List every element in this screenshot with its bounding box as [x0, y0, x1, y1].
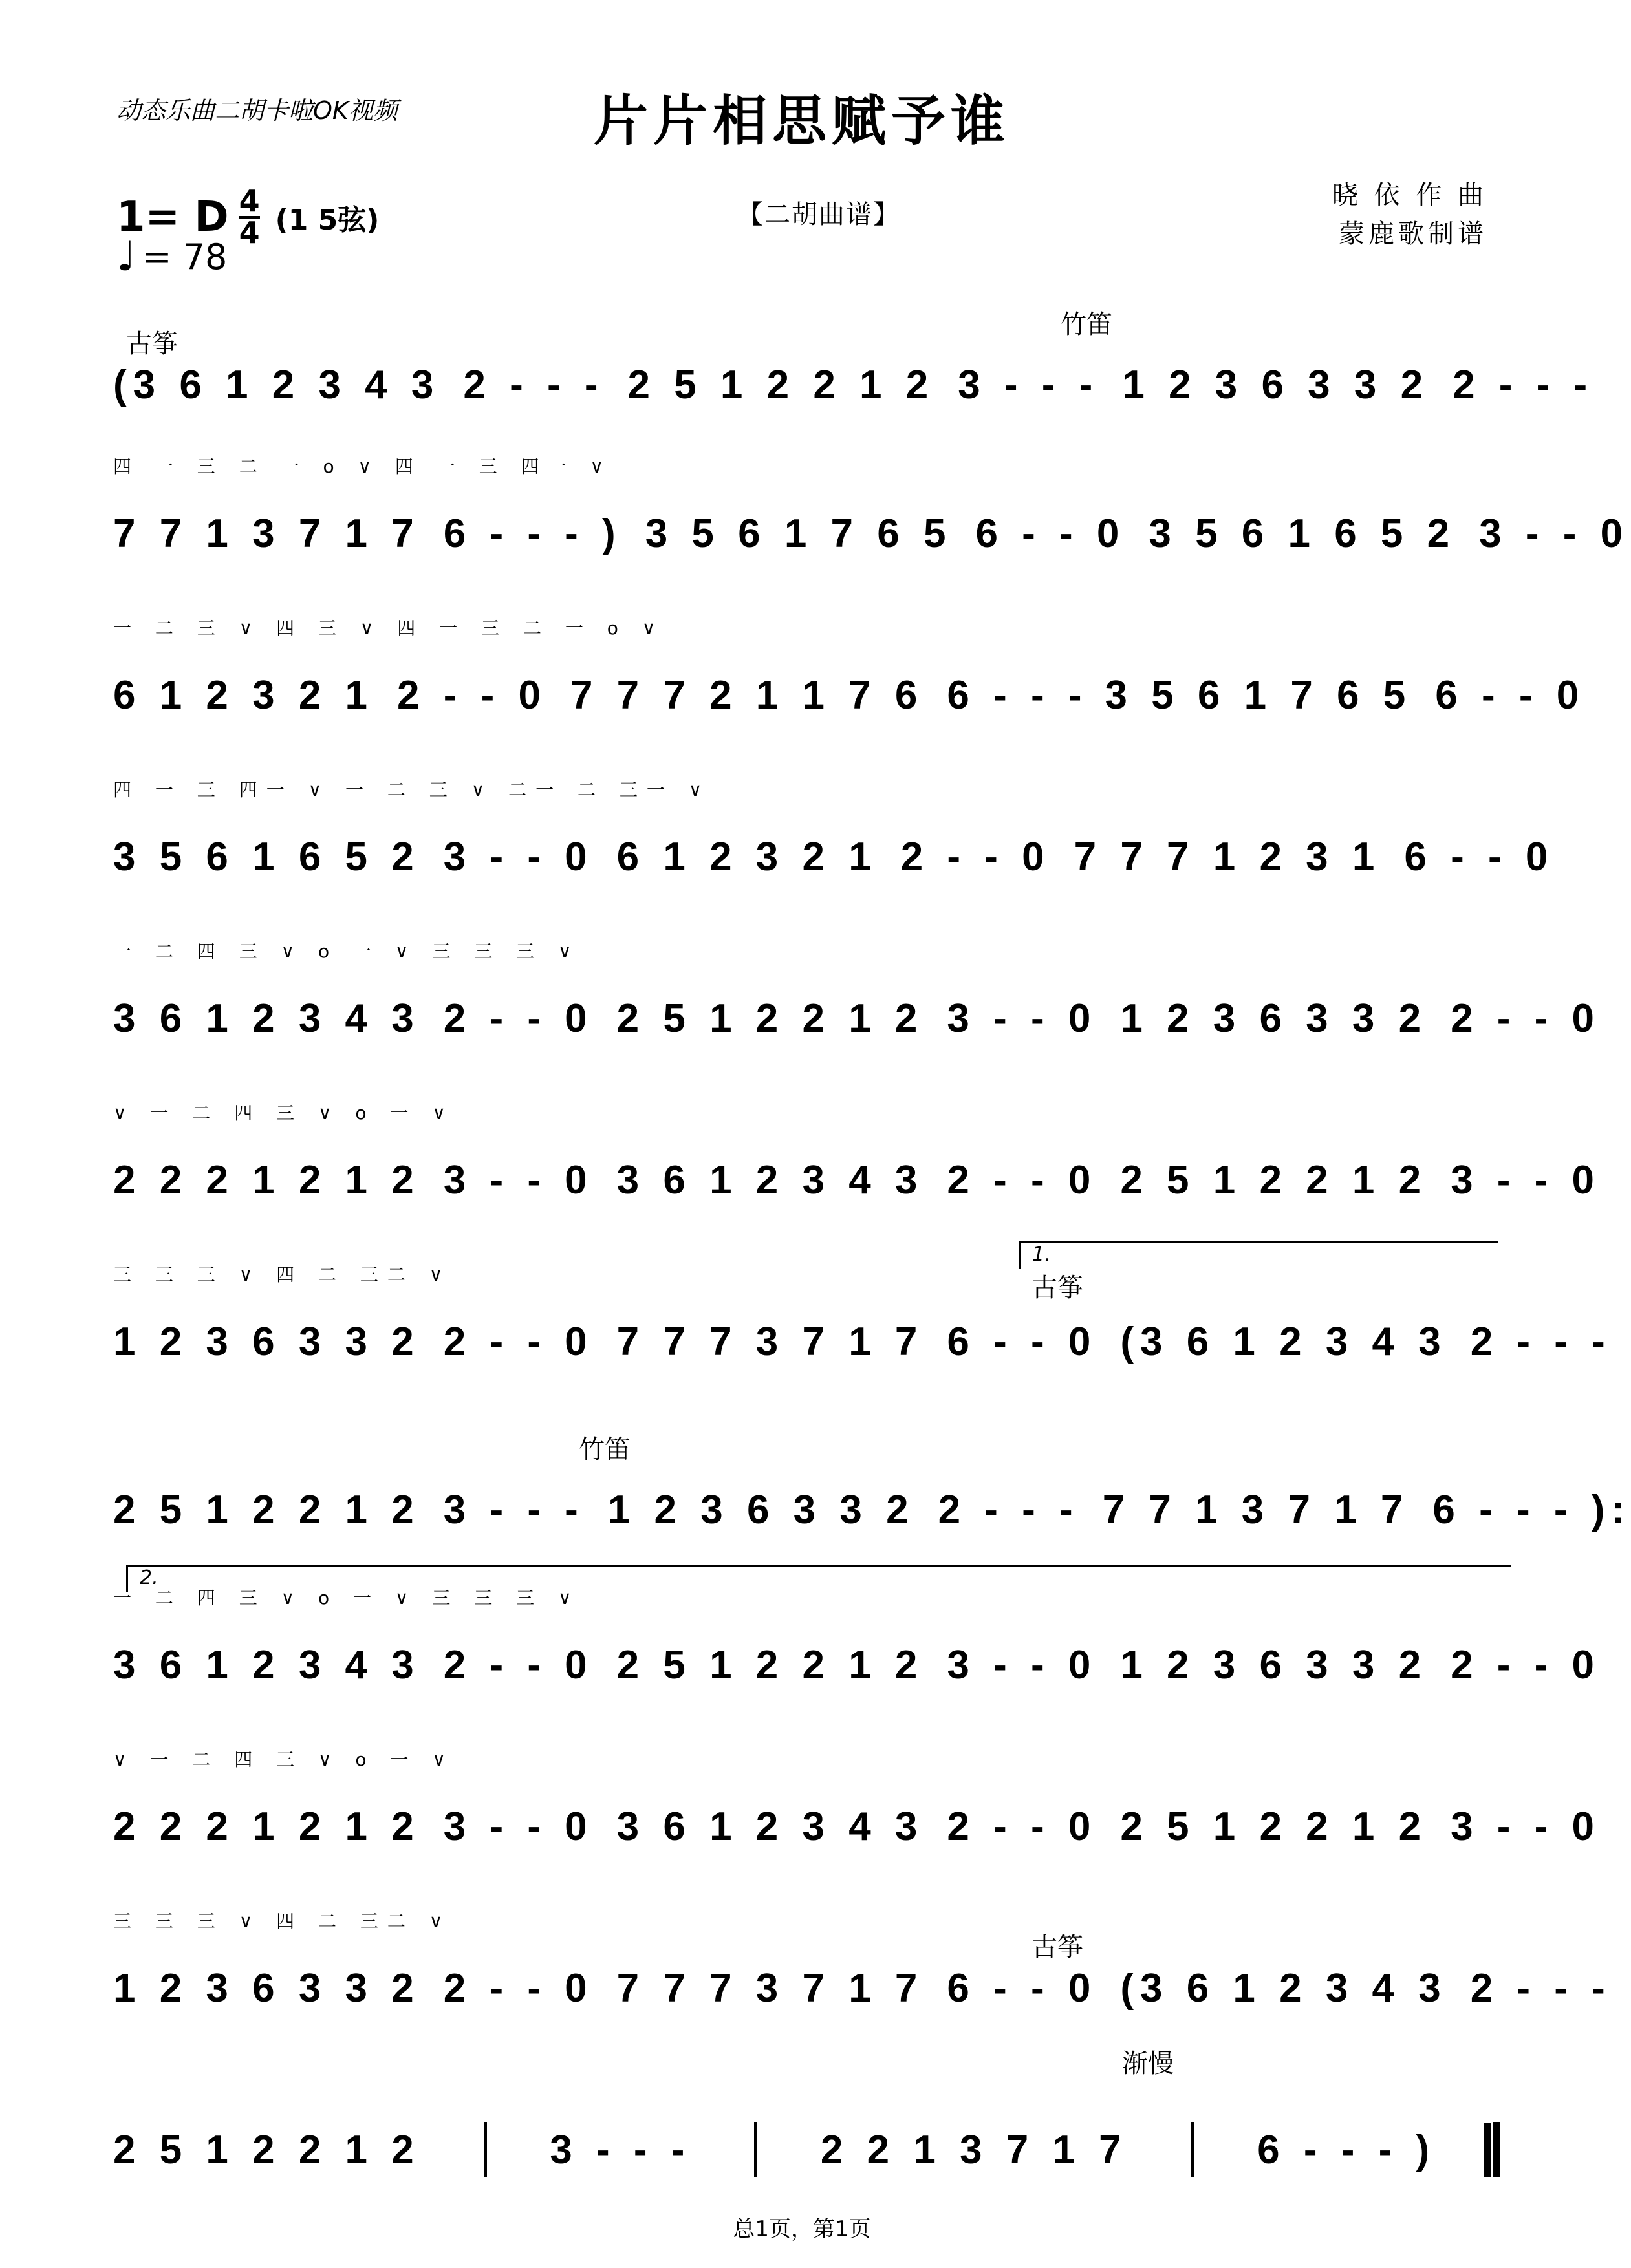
measure: 7 7 7 2 1 1 7 6: [570, 672, 924, 718]
measure: 2 5 1 2 2 1 2: [113, 2127, 420, 2172]
measure: 2 - - 0: [1451, 996, 1601, 1041]
measure: 6 1 2 3 2 1: [616, 834, 878, 879]
staff-line: [113, 2121, 1500, 2179]
bowing-marks: 三 三 三 ∨ 四 二 三二 ∨: [113, 1910, 452, 1932]
staff-line: [113, 666, 1586, 724]
bowing-marks: 一 二 四 三 ∨ o 一 ∨ 三 三 三 ∨: [113, 1587, 581, 1609]
measure: 6 - - - ):: [1432, 1487, 1631, 1532]
staff-line: [113, 989, 1601, 1047]
measure: 3 - - 0: [443, 1804, 594, 1849]
notation-row: [113, 1881, 1612, 2017]
measure: 6 - - - ): [1257, 2127, 1436, 2172]
measure: 2 5 1 2 2 1 2: [627, 362, 935, 407]
bowing-marks: 三 三 三 ∨ 四 二 三二 ∨: [113, 1264, 452, 1285]
measure: 3 - - 0: [1479, 511, 1630, 556]
ritardando-marking: 渐慢: [1122, 2049, 1174, 2079]
bowing-marks: 一 二 四 三 ∨ o 一 ∨ 三 三 三 ∨: [113, 941, 581, 962]
notation-row: [113, 1235, 1612, 1371]
measure: 6 - - -: [947, 672, 1088, 718]
measure: 6 1 2 3 2 1: [113, 672, 374, 718]
measure: 3 5 6 1 6 5 2: [113, 834, 420, 879]
tuning: (1 5弦): [275, 204, 380, 237]
staff-line: [113, 1151, 1601, 1209]
arranger-credit: 蒙鹿歌制谱: [1339, 219, 1487, 249]
measure: 3 5 6 1 7 6 5: [1105, 672, 1412, 718]
measure: 3 6 1 2 3 4 3: [616, 1157, 924, 1203]
tempo-marking: [116, 233, 227, 281]
bowing-marks: ∨ 一 二 四 三 ∨ o 一 ∨: [113, 1749, 455, 1770]
time-top: 4: [239, 184, 260, 219]
measure: (3 6 1 2 3 4 3: [1120, 1319, 1447, 1364]
notation-row: [113, 1073, 1601, 1209]
notation-row: [113, 427, 1630, 562]
page-title: 片片相思赋予谁: [593, 89, 1010, 153]
measure: 6 - - 0: [975, 511, 1126, 556]
measure: 2 - - -: [1453, 362, 1594, 407]
staff-line: [113, 1312, 1612, 1371]
measure: 2 - - -: [1470, 1965, 1612, 2011]
notation-row: [113, 2043, 1500, 2179]
instrument-label: 竹笛: [579, 1435, 631, 1464]
measure: 2 - - 0: [900, 834, 1051, 879]
measure: 3 - - -: [443, 1487, 585, 1532]
measure: 6 - - 0: [947, 1965, 1097, 2011]
measure: 2 - - -: [1470, 1319, 1612, 1364]
measure: 7 7 1 3 7 1 7: [113, 511, 420, 556]
barline: [1191, 2122, 1194, 2177]
measure: 7 7 7 3 7 1 7: [616, 1965, 924, 2011]
bowing-marks: 四 一 三 四一 ∨ 一 二 三 ∨ 二一 二 三一 ∨: [113, 779, 711, 800]
staff-line: [113, 1797, 1601, 1856]
measure: 3 5 6 1 6 5 2: [1149, 511, 1456, 556]
measure: 2 - - 0: [947, 1804, 1097, 1849]
staff-line: [113, 1481, 1631, 1539]
measure: 6 - - - ): [443, 511, 622, 556]
instrument-label: 古筝: [1032, 1273, 1083, 1303]
notation-row: [113, 588, 1586, 724]
measure: (3 6 1 2 3 4 3: [113, 362, 440, 407]
composer-credit: 晓 依 作 曲: [1332, 180, 1487, 210]
measure: 6 - - 0: [1435, 672, 1586, 718]
measure: 3 - - -: [550, 2127, 691, 2172]
measure: 2 - - 0: [443, 1319, 594, 1364]
measure: 2 - - 0: [947, 1157, 1097, 1203]
key-label: 1= D: [116, 193, 229, 242]
measure: 2 - - -: [463, 362, 605, 407]
barline: [754, 2122, 757, 2177]
measure: 3 - - 0: [1451, 1804, 1601, 1849]
measure: 2 5 1 2 2 1 2: [1120, 1157, 1428, 1203]
measure: 1 2 3 6 3 3 2: [1122, 362, 1430, 407]
measure: 2 5 1 2 2 1 2: [616, 1642, 924, 1687]
notation-row: [113, 1720, 1601, 1856]
watermark: 动态乐曲二胡卡啦OK视频: [116, 96, 398, 125]
volta-ending: 1.: [1019, 1241, 1498, 1269]
measure: 7 7 1 3 7 1 7: [1102, 1487, 1410, 1532]
measure: 2 2 2 1 2 1 2: [113, 1804, 420, 1849]
measure: 2 - - 0: [397, 672, 547, 718]
staff-line: [113, 828, 1555, 886]
measure: 6 - - 0: [947, 1319, 1097, 1364]
staff-line: [113, 504, 1630, 562]
measure: 3 6 1 2 3 4 3: [113, 1642, 420, 1687]
score-type-label: 【二胡曲谱】: [737, 200, 900, 230]
measure: 2 - - -: [938, 1487, 1079, 1532]
staff-line: [113, 1959, 1612, 2017]
measure: 3 - - 0: [947, 1642, 1097, 1687]
measure: 3 6 1 2 3 4 3: [113, 996, 420, 1041]
measure: 3 - - 0: [443, 834, 594, 879]
final-barline: [1493, 2122, 1500, 2177]
notation-row: [113, 1403, 1631, 1539]
measure: 3 - - 0: [1451, 1157, 1601, 1203]
instrument-label: 古筝: [126, 329, 178, 359]
time-bottom: 4: [239, 215, 260, 250]
measure: 2 - - 0: [443, 1642, 594, 1687]
measure: 2 5 1 2 2 1 2: [616, 996, 924, 1041]
barline: [484, 2122, 487, 2177]
tempo-value: = 78: [142, 236, 228, 277]
time-signature: [239, 184, 260, 250]
measure: 6 - - 0: [1404, 834, 1555, 879]
bowing-marks: 一 二 三 ∨ 四 三 ∨ 四 一 三 二 一 o ∨: [113, 617, 665, 639]
staff-line: [113, 1636, 1601, 1694]
measure: 2 - - 0: [1451, 1642, 1601, 1687]
staff-line: [113, 356, 1594, 414]
bowing-marks: ∨ 一 二 四 三 ∨ o 一 ∨: [113, 1102, 455, 1124]
measure: 2 - - 0: [443, 996, 594, 1041]
notation-row: [113, 278, 1594, 414]
notation-row: [113, 1558, 1601, 1694]
quarter-note-icon: ♩: [116, 233, 136, 281]
instrument-label: 竹笛: [1061, 310, 1112, 339]
measure: 2 5 1 2 2 1 2: [1120, 1804, 1428, 1849]
measure: 3 - - 0: [947, 996, 1097, 1041]
measure: 2 2 1 3 7 1 7: [820, 2127, 1128, 2172]
volta-ending: 2.: [126, 1565, 1511, 1592]
measure: 2 - - 0: [443, 1965, 594, 2011]
measure: 2 5 1 2 2 1 2: [113, 1487, 420, 1532]
measure: 1 2 3 6 3 3 2: [113, 1319, 420, 1364]
notation-row: [113, 750, 1555, 886]
measure: 1 2 3 6 3 3 2: [113, 1965, 420, 2011]
measure: 1 2 3 6 3 3 2: [607, 1487, 915, 1532]
measure: (3 6 1 2 3 4 3: [1120, 1965, 1447, 2011]
notation-row: [113, 912, 1601, 1047]
page-footer: 总1页，第1页: [733, 2216, 871, 2242]
measure: 2 2 2 1 2 1 2: [113, 1157, 420, 1203]
measure: 3 5 6 1 7 6 5: [645, 511, 953, 556]
measure: 3 6 1 2 3 4 3: [616, 1804, 924, 1849]
measure: 3 - - -: [958, 362, 1099, 407]
measure: 1 2 3 6 3 3 2: [1120, 996, 1428, 1041]
bowing-marks: 四 一 三 二 一 o ∨ 四 一 三 四一 ∨: [113, 456, 613, 477]
measure: 3 - - 0: [443, 1157, 594, 1203]
measure: 1 2 3 6 3 3 2: [1120, 1642, 1428, 1687]
measure: 7 7 7 3 7 1 7: [616, 1319, 924, 1364]
measure: 7 7 7 1 2 3 1: [1074, 834, 1381, 879]
instrument-label: 古筝: [1032, 1932, 1083, 1962]
